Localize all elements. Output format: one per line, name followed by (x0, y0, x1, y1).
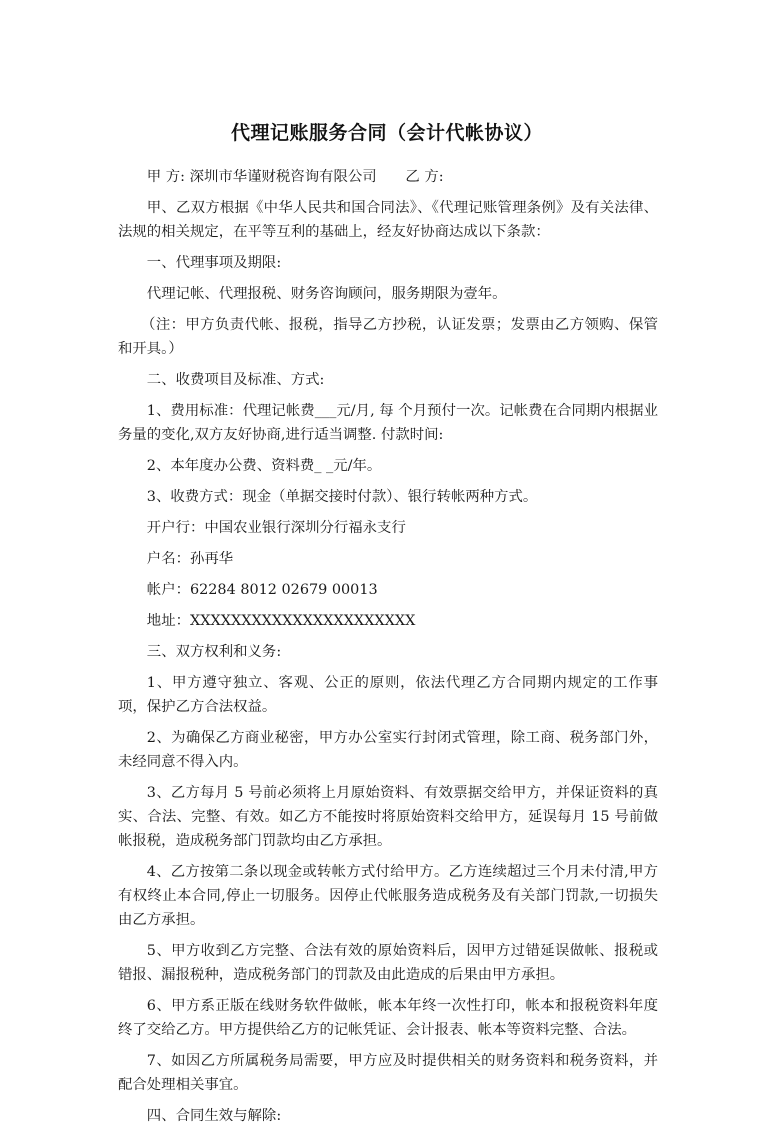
rights-item-6: 6、甲方系正版在线财务软件做帐，帐本年终一次性打印，帐本和报税资料年度终了交给乙方。甲方提供给乙方的记帐凭证、会计报表、帐本等资料完整、合法。 (118, 998, 658, 1038)
rights-item-1: 1、甲方遵守独立、客观、公正的原则，依法代理乙方合同期内规定的工作事项，保护乙方合法权益。 (118, 675, 658, 715)
document-body (118, 165, 658, 1135)
rights-item-5: 5、甲方收到乙方完整、合法有效的原始资料后，因甲方过错延误做帐、报税或错报、漏报税种，造成税务部门的罚款及由此造成的后果由甲方承担。 (118, 943, 658, 983)
section-heading-4: 四、合同生效与解除: (146, 1108, 282, 1124)
document-title: 代理记账服务合同（会计代帐协议） (230, 122, 543, 144)
bank-name-line: 开户行：中国农业银行深圳分行福永支行 (146, 520, 406, 536)
section-heading-2: 二、收费项目及标准、方式: (146, 372, 325, 388)
service-scope-paragraph: 代理记帐、代理报税、财务咨询顾问，服务期限为壹年。 (146, 286, 507, 302)
section-heading-1: 一、代理事项及期限: (146, 255, 282, 271)
rights-item-2: 2、为确保乙方商业秘密，甲方办公室实行封闭式管理，除工商、税务部门外，未经同意不得入内。 (118, 730, 658, 770)
account-holder-line: 户名：孙再华 (146, 551, 234, 567)
rights-item-3: 3、乙方每月 5 号前必须将上月原始资料、有效票据交给甲方，并保证资料的真实、合法、完整、有效。如乙方不能按时将原始资料交给甲方，延误每月 15 号前做帐报税，造成税务部门罚款均由乙方承担。 (118, 785, 658, 849)
rights-item-4: 4、乙方按第二条以现金或转帐方式付给甲方。乙方连续超过三个月未付清,甲方有权终止本合同,停止一切服务。因停止代帐服务造成税务及有关部门罚款,一切损失由乙方承担。 (118, 864, 658, 928)
account-number-line: 帐户：62284 8012 02679 00013 (146, 582, 378, 598)
payment-method-paragraph: 3、收费方式：现金（单据交接时付款）、银行转帐两种方式。 (146, 489, 538, 505)
section-heading-3: 三、双方权利和义务: (146, 644, 282, 660)
office-fee-paragraph: 2、本年度办公费、资料费_ _元/年。 (146, 458, 382, 474)
parties-line: 甲 方: 深圳市华谨财税咨询有限公司 乙 方: (146, 169, 444, 185)
address-line: 地址：XXXXXXXXXXXXXXXXXXXXXX (146, 613, 416, 629)
note-paragraph: （注：甲方负责代帐、报税，指导乙方抄税，认证发票；发票由乙方领购、保管和开具。） (118, 317, 658, 357)
rights-item-7: 7、如因乙方所属税务局需要，甲方应及时提供相关的财务资料和税务资料，并配合处理相关事宜。 (118, 1053, 658, 1093)
fee-standard-paragraph: 1、费用标准：代理记帐费___元/月, 每 个月预付一次。记帐费在合同期内根据业务量的变化,双方友好协商,进行适当调整. 付款时间: (118, 403, 658, 443)
preamble-paragraph: 甲、乙双方根据《中华人民共和国合同法》、《代理记账管理条例》及有关法律、法规的相关规定，在平等互利的基础上，经友好协商达成以下条款： (118, 200, 658, 240)
